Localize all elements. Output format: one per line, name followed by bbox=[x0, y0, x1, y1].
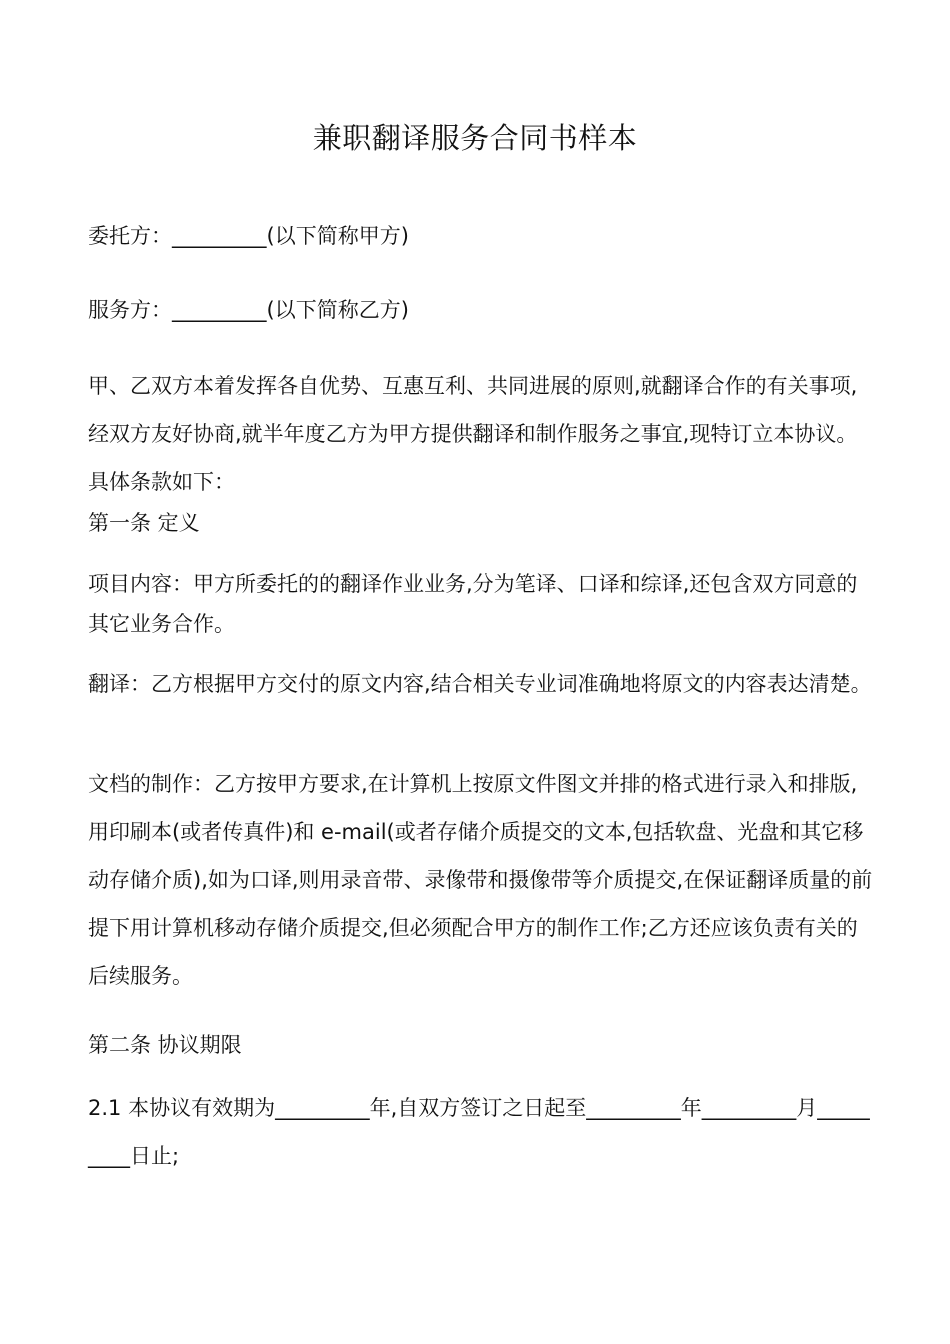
article-two-heading: 第二条 协议期限 bbox=[88, 1033, 242, 1057]
service-party-line: 服务方：_________(以下简称乙方) bbox=[88, 298, 409, 322]
document-title: 兼职翻译服务合同书样本 bbox=[312, 121, 638, 155]
clause-2-1: 2.1 本协议有效期为_________年,自双方签订之日起至_________年_________月_________日止; bbox=[88, 1096, 870, 1168]
article-one-heading: 第一条 定义 bbox=[88, 511, 200, 535]
project-content-definition: 项目内容：甲方所委托的的翻译作业业务,分为笔译、口译和综译,还包含双方同意的其它业务合作。 bbox=[88, 572, 858, 636]
client-party-line: 委托方：_________(以下简称甲方) bbox=[88, 224, 409, 248]
preamble-paragraph: 甲、乙双方本着发挥各自优势、互惠互利、共同进展的原则,就翻译合作的有关事项,经双方友好协商,就半年度乙方为甲方提供翻译和制作服务之事宜,现特订立本协议。具体条款如下： bbox=[88, 374, 858, 494]
document-production-definition: 文档的制作：乙方按甲方要求,在计算机上按原文件图文并排的格式进行录入和排版,用印刷本(或者传真件)和 e-mail(或者存储介质提交的文本,包括软盘、光盘和其它移动存储介质),如为口译,则用录音带、录像带和摄像带等介质提交,在保证翻译质量的前提下用计算机移动存储介质提交,但必须配合甲方的制作工作;乙方还应该负责有关的后续服务。 bbox=[88, 772, 873, 988]
translation-definition: 翻译：乙方根据甲方交付的原文内容,结合相关专业词准确地将原文的内容表达清楚。 bbox=[88, 672, 872, 696]
